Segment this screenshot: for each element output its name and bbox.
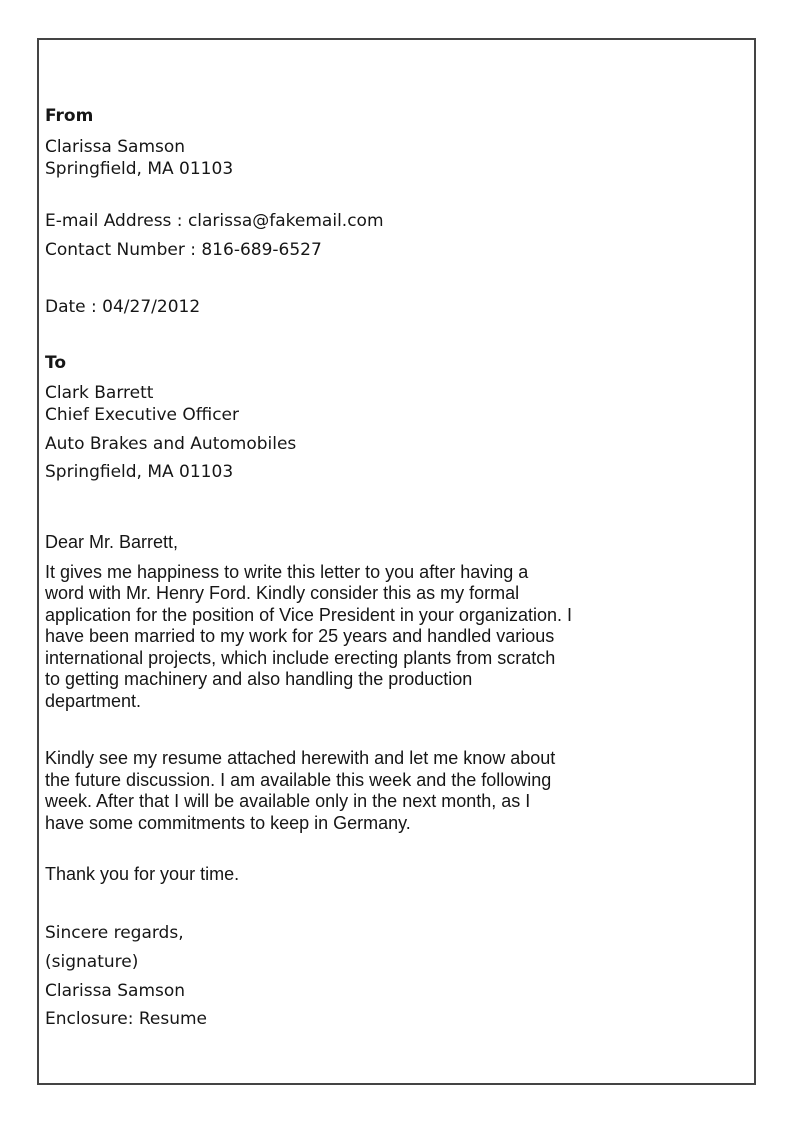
paragraph-line: word with Mr. Henry Ford. Kindly consider this as my formal [45, 583, 520, 603]
paragraph-line: have been married to my work for 25 years and handled various [45, 626, 555, 646]
body-paragraphs [45, 562, 740, 835]
salutation: Dear Mr. Barrett, [45, 532, 179, 552]
recipient-company: Auto Brakes and Automobiles [45, 434, 297, 454]
recipient-name: Clark Barrett [45, 383, 154, 403]
letter-content [39, 40, 754, 1030]
paragraph-line: the future discussion. I am available this week and the following [45, 769, 552, 790]
recipient-block [45, 382, 740, 426]
sender-name: Clarissa Samson [45, 137, 186, 157]
body-paragraph [45, 748, 740, 834]
paragraph-line: Kindly see my resume attached herewith and let me know about [45, 748, 556, 768]
paragraph-line: application for the position of Vice President in your organization. I [45, 604, 572, 625]
thanks-line: Thank you for your time. [45, 864, 240, 884]
recipient-title: Chief Executive Officer [45, 405, 239, 425]
body-paragraph [45, 562, 740, 713]
signature-name: Clarissa Samson [45, 980, 186, 1001]
paragraph-line: have some commitments to keep in Germany. [45, 812, 411, 833]
to-label: To [45, 353, 67, 373]
letter-page-frame [37, 38, 756, 1085]
paragraph-line: to getting machinery and also handling the production [45, 669, 473, 689]
paragraph-line: week. After that I will be available only in the next month, as I [45, 791, 531, 811]
sender-block [45, 136, 740, 180]
closing-line: Sincere regards, [45, 922, 184, 943]
paragraph-line: It gives me happiness to write this letter to you after having a [45, 561, 529, 582]
date-line: Date : 04/27/2012 [45, 297, 201, 317]
sender-contact-line: Contact Number : 816-689-6527 [45, 240, 322, 260]
enclosure-line: Enclosure: Resume [45, 1008, 207, 1029]
signature-placeholder: (signature) [45, 951, 139, 972]
paragraph-line: department. [45, 690, 142, 711]
recipient-city: Springfield, MA 01103 [45, 462, 234, 482]
paragraph-line: international projects, which include erecting plants from scratch [45, 647, 556, 668]
sender-city: Springfield, MA 01103 [45, 159, 234, 179]
from-label: From [45, 106, 94, 126]
sender-email-line: E-mail Address : clarissa@fakemail.com [45, 211, 384, 231]
